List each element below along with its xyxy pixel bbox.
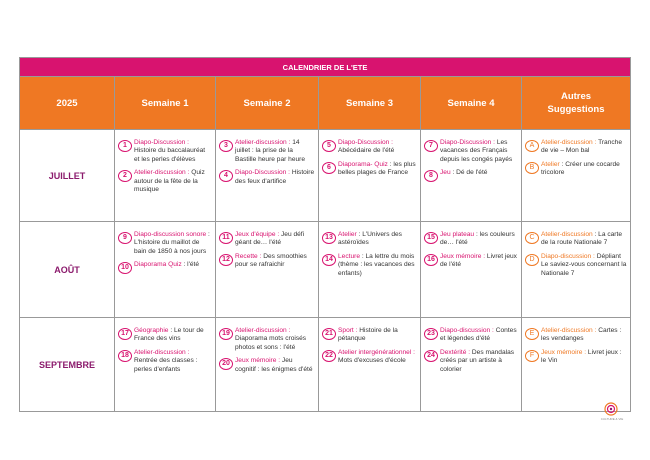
- week-cell: [115, 222, 216, 318]
- activity-category: Diapo-Discussion :: [134, 139, 189, 146]
- activity-entry: [219, 253, 315, 270]
- activity-entry: [118, 349, 212, 374]
- activity-number-badge: 3: [219, 140, 233, 152]
- activity-category: Atelier: [541, 160, 560, 168]
- activity-category: Jeu: [440, 169, 451, 177]
- activity-entry: [525, 231, 627, 248]
- activity-text: Les vacances des Français depuis les congés payés: [440, 139, 513, 163]
- activity-entry: [118, 139, 212, 164]
- activity-text: : Dé de l'été: [452, 169, 488, 177]
- title-row: [20, 58, 631, 77]
- activity-entry: [424, 139, 518, 164]
- activity-text: Des mandalas créés par un artiste à colorier: [440, 348, 515, 373]
- activity-category: Sport :: [338, 327, 358, 334]
- activity-entry: [118, 261, 212, 274]
- activity-text: Livret jeux de l'été: [440, 252, 517, 269]
- activity-category: Diapo-discussion sonore: [134, 231, 207, 238]
- activity-description: [338, 253, 417, 278]
- activity-entry: [118, 169, 212, 194]
- activity-category: Diaporama Quiz: [134, 261, 182, 269]
- activity-number-badge: 18: [118, 350, 132, 362]
- month-row: [20, 130, 631, 222]
- activity-number-badge: 7: [424, 140, 438, 152]
- activity-description: [440, 349, 518, 374]
- activity-number-badge: 22: [322, 350, 336, 362]
- logo-icon: [604, 402, 618, 416]
- activity-category: Lecture: [338, 252, 360, 260]
- month-row: [20, 222, 631, 318]
- activity-number-badge: A: [525, 140, 539, 152]
- activity-entry: [322, 231, 417, 248]
- activity-number-badge: 16: [424, 254, 438, 266]
- week-cell: [421, 222, 522, 318]
- activity-number-badge: F: [525, 350, 539, 362]
- activity-description: [134, 261, 212, 269]
- month-label: SEPTEMBRE: [20, 318, 115, 412]
- activity-category: Atelier-discussion: [541, 231, 593, 238]
- week-cell: [421, 318, 522, 412]
- activity-description: [338, 327, 417, 344]
- activity-text: : l'été: [183, 261, 200, 269]
- activity-category: Jeux mémoire :: [235, 357, 281, 365]
- activity-text: : La carte de la route Nationale 7: [541, 231, 623, 247]
- activity-description: [235, 139, 315, 164]
- activity-entry: [322, 139, 417, 156]
- week-cell: [216, 222, 319, 318]
- activity-description: [338, 139, 417, 156]
- activity-category: Jeux d'équipe :: [235, 231, 280, 238]
- activity-description: [134, 231, 212, 256]
- header-week-2: Semaine 2: [216, 77, 319, 130]
- activity-entry: [219, 327, 315, 352]
- activity-description: [541, 253, 627, 278]
- activity-entry: [322, 161, 417, 178]
- activity-entry: [525, 161, 627, 178]
- month-label: JUILLET: [20, 130, 115, 222]
- activity-text: Des smoothies pour se rafraichir: [235, 252, 307, 269]
- activity-text: Contes et légendes d'été: [440, 327, 517, 343]
- activity-number-badge: 1: [118, 140, 132, 152]
- week-cell: [115, 130, 216, 222]
- activity-text: Jeu défi géant de… l'été: [235, 231, 305, 247]
- calendar-title: CALENDRIER DE L'ETE: [20, 58, 631, 77]
- activity-entry: [424, 231, 518, 248]
- activity-text: Histoire de la pétanque: [338, 327, 398, 343]
- activity-description: [541, 231, 627, 248]
- week-cell: [216, 130, 319, 222]
- month-row: [20, 318, 631, 412]
- activity-category: Géographie: [134, 327, 169, 334]
- activity-category: Atelier intergénérationnel :: [338, 348, 415, 356]
- activity-category: Atelier-discussion :: [541, 327, 597, 334]
- activity-category: Atelier-discussion :: [541, 139, 597, 146]
- activity-description: [338, 231, 417, 248]
- activity-text: : les couleurs de… l'été: [440, 231, 515, 247]
- activity-category: Atelier-discussion :: [235, 139, 291, 146]
- activity-category: Jeux mémoire :: [541, 348, 587, 356]
- activity-description: [235, 357, 315, 374]
- activity-description: [440, 253, 518, 270]
- header-row: [20, 77, 631, 130]
- calendar-body: [20, 130, 631, 412]
- activity-text: : les plus belles plages de France: [338, 160, 416, 177]
- activity-category: Diapo-Discussion :: [338, 139, 393, 146]
- activity-number-badge: 10: [118, 262, 132, 274]
- activity-description: [541, 327, 627, 344]
- activity-description: [541, 139, 627, 156]
- activity-number-badge: 2: [118, 170, 132, 182]
- activity-number-badge: 20: [219, 358, 233, 370]
- activity-number-badge: 14: [322, 254, 336, 266]
- activity-description: [235, 169, 315, 186]
- activity-text: Rentrée des classes : perles d'enfants: [134, 357, 198, 373]
- week-cell: [319, 130, 421, 222]
- month-label: AOÛT: [20, 222, 115, 318]
- activity-entry: [219, 357, 315, 374]
- activity-description: [338, 161, 417, 178]
- activity-description: [440, 139, 518, 164]
- activity-category: Jeu plateau: [440, 231, 475, 238]
- activity-entry: [118, 327, 212, 344]
- activity-description: [541, 161, 627, 178]
- activity-number-badge: 5: [322, 140, 336, 152]
- activity-entry: [525, 349, 627, 366]
- header-year: 2025: [20, 77, 115, 130]
- activity-number-badge: 21: [322, 328, 336, 340]
- activity-description: [440, 231, 518, 248]
- header-week-4: Semaine 4: [421, 77, 522, 130]
- activity-entry: [219, 139, 315, 164]
- activity-text: Mots d'excuses d'école: [338, 357, 406, 365]
- activity-description: [134, 169, 212, 194]
- activity-number-badge: E: [525, 328, 539, 340]
- activity-description: [440, 327, 518, 344]
- activity-text: Histoire des feux d'artifice: [235, 169, 315, 185]
- activity-description: [541, 349, 627, 366]
- activity-number-badge: 6: [322, 162, 336, 174]
- logo-text: CULTURE & VIE: [600, 417, 624, 421]
- activity-category: Jeux mémoire :: [440, 252, 486, 260]
- activity-entry: [525, 253, 627, 278]
- activity-entry: [525, 327, 627, 344]
- week-cell: [216, 318, 319, 412]
- activity-category: Atelier-discussion :: [134, 348, 190, 356]
- activity-number-badge: 19: [219, 328, 233, 340]
- suggestions-cell: [522, 222, 631, 318]
- activity-text: Dépliant Le saviez-vous concernant la Nationale 7: [541, 252, 627, 277]
- activity-text: : Le tour de France des vins: [134, 327, 204, 343]
- activity-entry: [219, 231, 315, 248]
- activity-category: Atelier-discussion :: [235, 327, 291, 334]
- activity-entry: [118, 231, 212, 256]
- activity-entry: [219, 169, 315, 186]
- activity-category: Diapo-Discussion :: [235, 169, 290, 177]
- week-cell: [319, 222, 421, 318]
- activity-entry: [424, 169, 518, 182]
- activity-text: Cartes : les vendanges: [541, 327, 622, 343]
- activity-number-badge: 13: [322, 232, 336, 244]
- week-cell: [421, 130, 522, 222]
- summer-calendar-table: [19, 57, 631, 412]
- activity-entry: [322, 253, 417, 278]
- activity-category: Dextérité :: [440, 348, 471, 356]
- activity-category: Atelier-discussion :: [134, 169, 190, 177]
- activity-text: Diaporama mots croisés photos et sons : l'été: [235, 335, 307, 351]
- activity-entry: [424, 349, 518, 374]
- activity-number-badge: D: [525, 254, 539, 266]
- activity-category: Recette :: [235, 252, 262, 260]
- activity-description: [134, 327, 212, 344]
- activity-entry: [424, 327, 518, 344]
- activity-number-badge: 8: [424, 170, 438, 182]
- activity-number-badge: 15: [424, 232, 438, 244]
- activity-number-badge: 24: [424, 350, 438, 362]
- activity-number-badge: B: [525, 162, 539, 174]
- week-cell: [115, 318, 216, 412]
- activity-text: Livret jeux : le Vin: [541, 348, 622, 365]
- activity-category: Atelier: [338, 231, 357, 238]
- activity-description: [440, 169, 518, 177]
- activity-text: Jeu cognitif : les énigmes d'été: [235, 357, 313, 373]
- activity-description: [235, 231, 315, 248]
- activity-text: : Créer une cocarde tricolore: [541, 160, 620, 177]
- activity-description: [338, 349, 417, 366]
- activity-entry: [525, 139, 627, 156]
- activity-description: [235, 253, 315, 270]
- activity-description: [134, 349, 212, 374]
- activity-number-badge: 4: [219, 170, 233, 182]
- activity-number-badge: 9: [118, 232, 132, 244]
- activity-entry: [424, 253, 518, 270]
- activity-category: Diaporama- Quiz: [338, 160, 388, 168]
- activity-category: Diapo-discussion :: [541, 252, 595, 260]
- activity-number-badge: 23: [424, 328, 438, 340]
- activity-category: Diapo-discussion :: [440, 327, 494, 334]
- suggestions-cell: [522, 318, 631, 412]
- activity-number-badge: 11: [219, 232, 233, 244]
- activity-text: Histoire du baccalauréat et les perles d'élèves: [134, 147, 206, 163]
- header-other-suggestions: Autres Suggestions: [522, 77, 631, 130]
- activity-text: : La lettre du mois (thème : les vacances des enfants): [338, 252, 415, 277]
- suggestions-cell: [522, 130, 631, 222]
- activity-category: Diapo-Discussion :: [440, 139, 495, 146]
- activity-description: [134, 139, 212, 164]
- activity-number-badge: 12: [219, 254, 233, 266]
- week-cell: [319, 318, 421, 412]
- activity-text: 14 juillet : la prise de la Bastille heure par heure: [235, 139, 306, 163]
- activity-entry: [322, 349, 417, 366]
- activity-text: Abécédaire de l'été: [338, 147, 395, 155]
- header-week-1: Semaine 1: [115, 77, 216, 130]
- header-week-3: Semaine 3: [319, 77, 421, 130]
- activity-description: [235, 327, 315, 352]
- activity-text: Quiz autour de la fête de la musique: [134, 169, 205, 194]
- activity-text: : L'histoire du maillot de bain de 1850 à nos jours: [134, 231, 210, 255]
- activity-number-badge: C: [525, 232, 539, 244]
- activity-text: Tranche de vie – Mon bal: [541, 139, 623, 155]
- activity-entry: [322, 327, 417, 344]
- activity-number-badge: 17: [118, 328, 132, 340]
- activity-text: : L'Univers des astéroïdes: [338, 231, 402, 247]
